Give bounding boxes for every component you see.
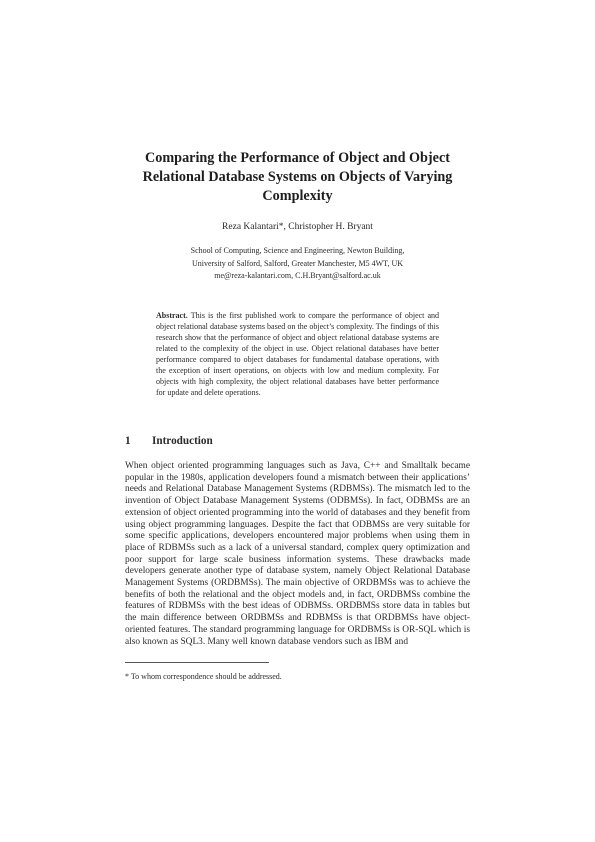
paper-title: Comparing the Performance of Object and Object Relational Database Systems on Objects of Varying Complexity bbox=[142, 150, 453, 204]
section-title: Introduction bbox=[152, 435, 213, 447]
affiliation-block bbox=[120, 245, 475, 283]
author-list: Reza Kalantari*, Christopher H. Bryant bbox=[222, 222, 373, 232]
section-heading bbox=[125, 434, 470, 449]
abstract-text: This is the first published work to compare the performance of object and object relational database systems based on the object’s complexity. The findings of this research show that the performance of object and object relational database systems are related to the complexity of the object in use. Object relational databases have better performance compared to object databases for fundamental database operations, with the exception of insert operations, on objects with low and medium complexity. For objects with high complexity, the object relational databases have better performance for update and delete operations. bbox=[156, 311, 440, 397]
affiliation-line: University of Salford, Salford, Greater Manchester, M5 4WT, UK bbox=[191, 258, 404, 268]
abstract-label: Abstract. bbox=[156, 311, 188, 320]
footnote-divider bbox=[125, 662, 269, 663]
section-number: 1 bbox=[125, 435, 131, 447]
body-paragraph: When object oriented programming languages such as Java, C++ and Smalltalk became popular in the 1980s, application developers found a mismatch between their applications’ needs and Relational Database Management Systems (RDBMSs). The mismatch led to the invention of Object Database Management Systems (ODBMSs). In fact, ODBMSs are an extension of object oriented programming into the world of databases and they benefit from using object programming languages. Despite the fact that ODBMSs are very suitable for some specific applications, developers encountered major problems when using them in place of RDBMSs such as a lack of a universal standard, complex query optimization and poor support for large scale business information systems. These drawbacks made developers generate another type of database system, namely Object Relational Database Management Systems (ORDBMSs). The main objective of ORDBMSs was to achieve the benefits of both the relational and the object models and, in fact, ORDBMSs combine the features of RDBMSs with the best ideas of ODBMSs. ORDBMSs store data in tables but the main difference between ORDBMSs and RDBMSs is that ORDBMSs have object-oriented features. The standard programming language for ORDBMSs is OR-SQL which is also known as SQL3. Many well known database vendors such as IBM and bbox=[125, 461, 470, 647]
author-emails: me@reza-kalantari.com, C.H.Bryant@salford.ac.uk bbox=[214, 271, 381, 280]
abstract bbox=[156, 310, 439, 398]
footnote: * To whom correspondence should be addressed. bbox=[125, 672, 282, 681]
affiliation-line: School of Computing, Science and Engineering, Newton Building, bbox=[190, 246, 405, 255]
